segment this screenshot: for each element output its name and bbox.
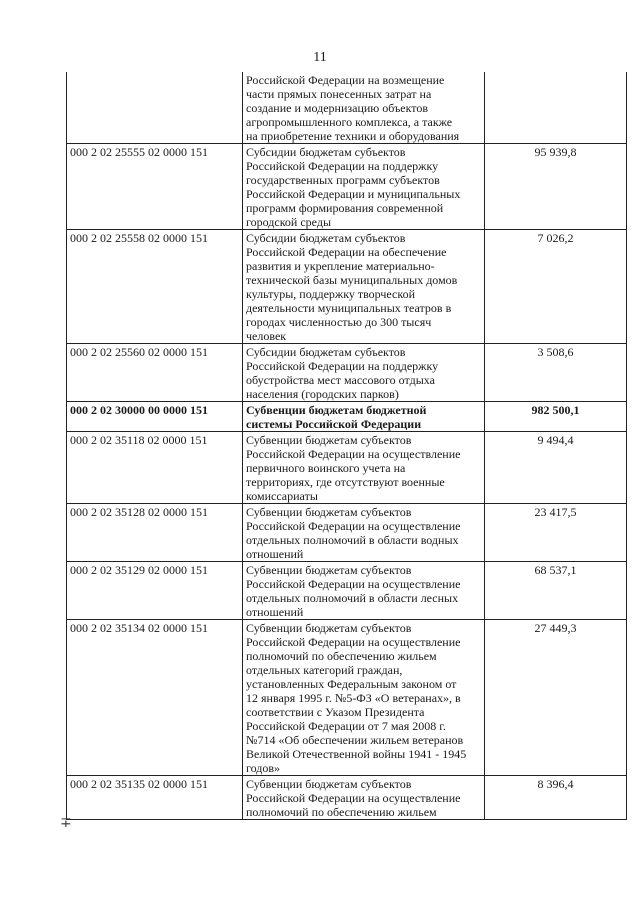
amount-cell: 8 396,4 — [485, 776, 627, 820]
description-line: агропромышленного комплекса, а также — [246, 115, 453, 129]
budget-code-cell: 000 2 02 35118 02 0000 151 — [67, 432, 243, 504]
budget-code-cell: 000 2 02 25558 02 0000 151 — [67, 230, 243, 344]
description-line: на приобретение техники и оборудования — [246, 129, 460, 143]
description-line: Субвенции бюджетам бюджетной — [246, 403, 427, 417]
description-line: соответствии с Указом Президента — [246, 705, 425, 719]
amount-cell: 23 417,5 — [485, 504, 627, 562]
description-line: Российской Федерации на поддержку — [246, 359, 439, 373]
description-cell — [243, 776, 485, 820]
amount-cell: 9 494,4 — [485, 432, 627, 504]
description-cell — [243, 144, 485, 230]
table-row — [67, 402, 627, 432]
description-line: территориях, где отсутствуют военные — [246, 475, 445, 489]
table-row — [67, 344, 627, 402]
amount-cell: 982 500,1 — [485, 402, 627, 432]
description-line: комиссариаты — [246, 489, 318, 503]
description-line: первичного воинского учета на — [246, 461, 406, 475]
description-line: Субвенции бюджетам субъектов — [246, 505, 412, 519]
description-line: 12 января 1995 г. №5-ФЗ «О ветеранах», в — [246, 691, 461, 705]
description-line: городской среды — [246, 215, 332, 229]
description-line: развития и укрепление материально- — [246, 259, 435, 273]
description-line: Субвенции бюджетам субъектов — [246, 563, 412, 577]
budget-code-cell: 000 2 02 25555 02 0000 151 — [67, 144, 243, 230]
description-line: технической базы муниципальных домов — [246, 273, 458, 287]
table-row — [67, 620, 627, 776]
description-line: обустройства мест массового отдыха — [246, 373, 435, 387]
description-line: человек — [246, 329, 287, 343]
description-line: государственных программ субъектов — [246, 173, 440, 187]
description-line: отдельных категорий граждан, — [246, 663, 403, 677]
description-line: системы Российской Федерации — [246, 417, 422, 431]
description-line: Субвенции бюджетам субъектов — [246, 433, 412, 447]
description-cell — [243, 504, 485, 562]
description-line: Российской Федерации на осуществление — [246, 447, 461, 461]
amount-cell — [485, 72, 627, 144]
table-row — [67, 144, 627, 230]
description-line: создание и модернизацию объектов — [246, 101, 429, 115]
description-line: отношений — [246, 605, 304, 619]
description-line: Субвенции бюджетам субъектов — [246, 621, 412, 635]
table-row — [67, 72, 627, 144]
table-body — [67, 72, 627, 820]
description-line: Великой Отечественной войны 1941 - 1945 — [246, 747, 467, 761]
budget-income-table — [66, 72, 627, 820]
amount-cell: 3 508,6 — [485, 344, 627, 402]
description-line: Российской Федерации на осуществление — [246, 577, 461, 591]
amount-cell: 95 939,8 — [485, 144, 627, 230]
description-cell — [243, 562, 485, 620]
description-line: Российской Федерации на возмещение — [246, 73, 445, 87]
table-row — [67, 562, 627, 620]
description-line: Субсидии бюджетам субъектов — [246, 231, 406, 245]
description-line: Российской Федерации на осуществление — [246, 635, 461, 649]
description-line: Российской Федерации на поддержку — [246, 159, 439, 173]
page-number: 11 — [313, 50, 327, 65]
pen-mark: ∓ — [60, 816, 72, 831]
description-line: Субсидии бюджетам субъектов — [246, 145, 406, 159]
description-line: культуры, поддержку творческой — [246, 287, 416, 301]
description-cell — [243, 344, 485, 402]
description-line: №714 «Об обеспечении жильем ветеранов — [246, 733, 464, 747]
description-cell — [243, 72, 485, 144]
budget-code-cell: 000 2 02 35128 02 0000 151 — [67, 504, 243, 562]
description-line: Субвенции бюджетам субъектов — [246, 777, 412, 791]
budget-code-cell: 000 2 02 25560 02 0000 151 — [67, 344, 243, 402]
budget-code-cell: 000 2 02 35134 02 0000 151 — [67, 620, 243, 776]
budget-code-cell: 000 2 02 35135 02 0000 151 — [67, 776, 243, 820]
description-line: Субсидии бюджетам субъектов — [246, 345, 406, 359]
description-line: Российской Федерации от 7 мая 2008 г. — [246, 719, 446, 733]
amount-cell: 27 449,3 — [485, 620, 627, 776]
budget-code-cell — [67, 72, 243, 144]
table-row — [67, 230, 627, 344]
description-cell — [243, 230, 485, 344]
description-cell — [243, 432, 485, 504]
description-line: Российской Федерации на осуществление — [246, 519, 461, 533]
amount-cell: 68 537,1 — [485, 562, 627, 620]
description-line: годов» — [246, 761, 281, 775]
description-line: программ формирования современной — [246, 201, 444, 215]
description-line: отдельных полномочий в области лесных — [246, 591, 459, 605]
budget-code-cell: 000 2 02 30000 00 0000 151 — [67, 402, 243, 432]
description-line: Российской Федерации на осуществление — [246, 791, 461, 805]
description-line: части прямых понесенных затрат на — [246, 87, 432, 101]
description-line: городах численностью до 300 тысяч — [246, 315, 432, 329]
description-line: Российской Федерации и муниципальных — [246, 187, 461, 201]
budget-code-cell: 000 2 02 35129 02 0000 151 — [67, 562, 243, 620]
table-row — [67, 776, 627, 820]
table-row — [67, 504, 627, 562]
description-cell — [243, 402, 485, 432]
table-row — [67, 432, 627, 504]
description-line: полномочий по обеспечению жильем — [246, 649, 437, 663]
description-line: отдельных полномочий в области водных — [246, 533, 459, 547]
amount-cell: 7 026,2 — [485, 230, 627, 344]
description-cell — [243, 620, 485, 776]
description-line: Российской Федерации на обеспечение — [246, 245, 447, 259]
description-line: деятельности муниципальных театров в — [246, 301, 452, 315]
description-line: отношений — [246, 547, 304, 561]
description-line: населения (городских парков) — [246, 387, 399, 401]
description-line: установленных Федеральным законом от — [246, 677, 457, 691]
description-line: полномочий по обеспечению жильем — [246, 805, 437, 819]
